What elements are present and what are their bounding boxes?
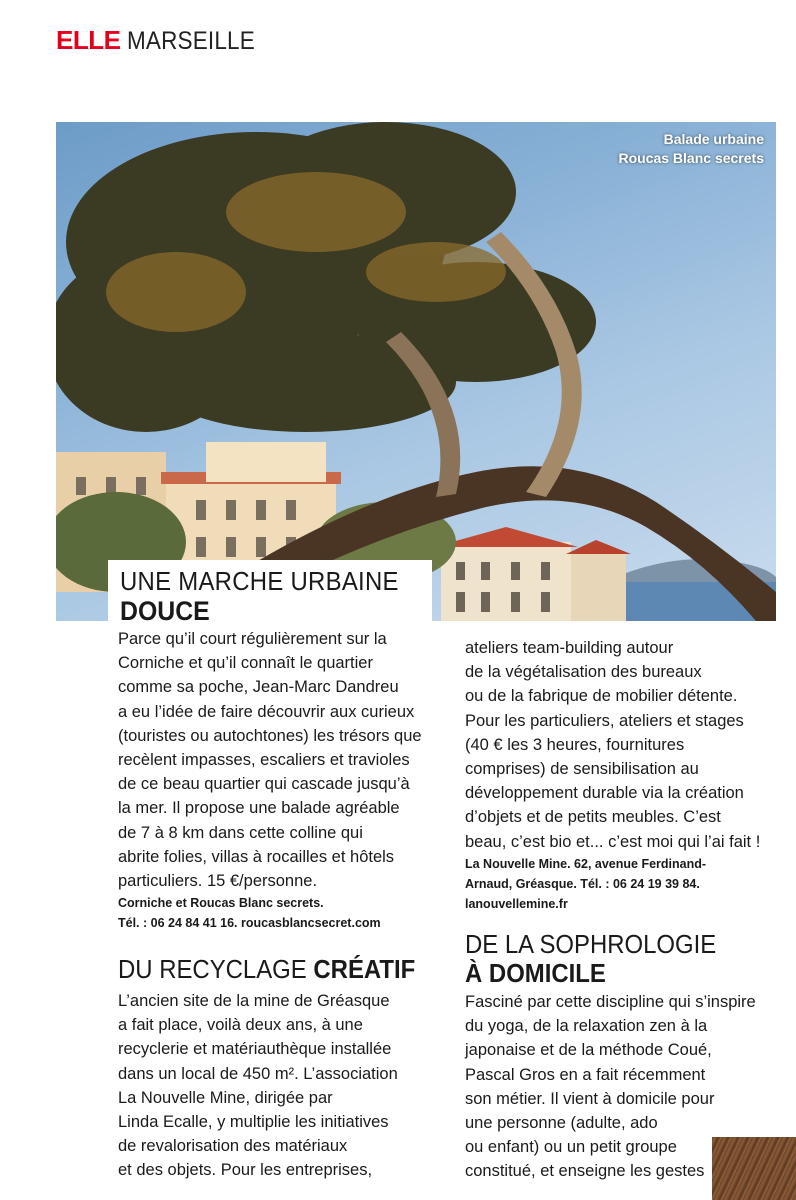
info-line: La Nouvelle Mine. 62, avenue Ferdinand- — [465, 856, 707, 871]
article1-title-bold: DOUCE — [120, 596, 210, 626]
body-line: du yoga, de la relaxation zen à la — [465, 1017, 708, 1036]
body-line: Parce qu’il court régulièrement sur la — [118, 630, 387, 648]
article2-title-light: DU RECYCLAGE — [118, 954, 314, 984]
body-line: développement durable via la création — [465, 784, 744, 803]
body-line: La Nouvelle Mine, dirigée par — [118, 1088, 333, 1107]
body-line: comme sa poche, Jean-Marc Dandreu — [118, 678, 399, 697]
article3-title-bold: À DOMICILE — [465, 958, 606, 988]
body-line: a fait place, voilà deux ans, à une — [118, 1016, 363, 1035]
body-line: Pour les particuliers, ateliers et stages — [465, 711, 744, 730]
article2-title-bold: CRÉATIF — [313, 954, 416, 984]
body-line: recèlent impasses, escaliers et travioles — [118, 751, 410, 770]
body-line: de 7 à 8 km dans cette colline qui — [118, 823, 363, 842]
article3-title-light: DE LA SOPHROLOGIE — [465, 929, 717, 959]
body-line: de la végétalisation des bureaux — [465, 663, 702, 682]
body-line: Corniche et qu’il connaît le quartier — [118, 654, 373, 673]
info-line: Tél. : 06 24 84 41 16. roucasblancsecret.com — [118, 916, 381, 931]
body-line: (40 € les 3 heures, fournitures — [465, 735, 685, 754]
tree-illustration — [56, 122, 776, 621]
masthead — [56, 25, 270, 55]
right-column — [465, 636, 765, 914]
left-column — [118, 627, 422, 933]
article1-body — [118, 627, 422, 893]
body-line: son métier. Il vient à domicile pour — [465, 1089, 715, 1108]
body-line: comprises) de sensibilisation au — [465, 760, 699, 779]
body-line: Pascal Gros en a fait récemment — [465, 1065, 706, 1084]
body-line: de revalorisation des matériaux — [118, 1137, 348, 1156]
body-line: ou de la fabrique de mobilier détente. — [465, 687, 738, 706]
body-line: et des objets. Pour les entreprises, — [118, 1161, 373, 1180]
info-line: Arnaud, Gréasque. Tél. : 06 24 19 39 84. — [465, 876, 700, 891]
photo-caption — [618, 130, 764, 168]
info-line: Corniche et Roucas Blanc secrets. — [118, 896, 324, 911]
article1-info — [118, 893, 418, 933]
body-line: (touristes ou autochtones) les trésors que — [118, 726, 422, 745]
hero-photo — [56, 122, 776, 621]
article1-title — [108, 560, 432, 630]
caption-line-2: Roucas Blanc secrets — [618, 150, 764, 166]
body-line: L’ancien site de la mine de Gréasque — [118, 992, 390, 1010]
caption-line-1: Balade urbaine — [663, 131, 764, 147]
body-line: dans un local de 450 m². L’association — [118, 1064, 398, 1083]
body-line: constitué, et enseigne les gestes — [465, 1162, 705, 1181]
article2-body — [118, 989, 418, 1183]
brand-logo: ELLE — [56, 25, 121, 55]
body-line: ateliers team-building autour — [465, 639, 674, 657]
body-line: de ce beau quartier qui cascade jusqu’à — [118, 775, 410, 794]
body-line: particuliers. 15 €/personne. — [118, 872, 318, 891]
body-line: ou enfant) ou un petit groupe — [465, 1138, 677, 1157]
partial-photo — [712, 1137, 796, 1200]
body-line: d’objets et de petits meubles. C’est — [465, 808, 721, 827]
info-line: lanouvellemine.fr — [465, 896, 568, 911]
body-line: recyclerie et matériauthèque installée — [118, 1040, 392, 1059]
body-line: la mer. Il propose une balade agréable — [118, 799, 400, 818]
body-line: japonaise et de la méthode Coué, — [465, 1041, 712, 1060]
article2-info — [465, 854, 765, 914]
body-line: Linda Ecalle, y multiplie les initiatives — [118, 1113, 389, 1132]
body-line: une personne (adulte, ado — [465, 1114, 658, 1133]
article2-title — [118, 954, 415, 985]
body-line: a eu l’idée de faire découvrir aux curieux — [118, 702, 415, 721]
article1-title-light: UNE MARCHE URBAINE — [120, 566, 399, 596]
section-city: MARSEILLE — [127, 27, 256, 55]
body-line: abrite folies, villas à rocailles et hôtels — [118, 847, 395, 866]
article3-title-bold-wrap — [465, 958, 606, 989]
body-line: Fasciné par cette discipline qui s’inspire — [465, 993, 756, 1011]
body-line: beau, c’est bio et... c’est moi qui l’ai fait ! — [465, 832, 761, 851]
